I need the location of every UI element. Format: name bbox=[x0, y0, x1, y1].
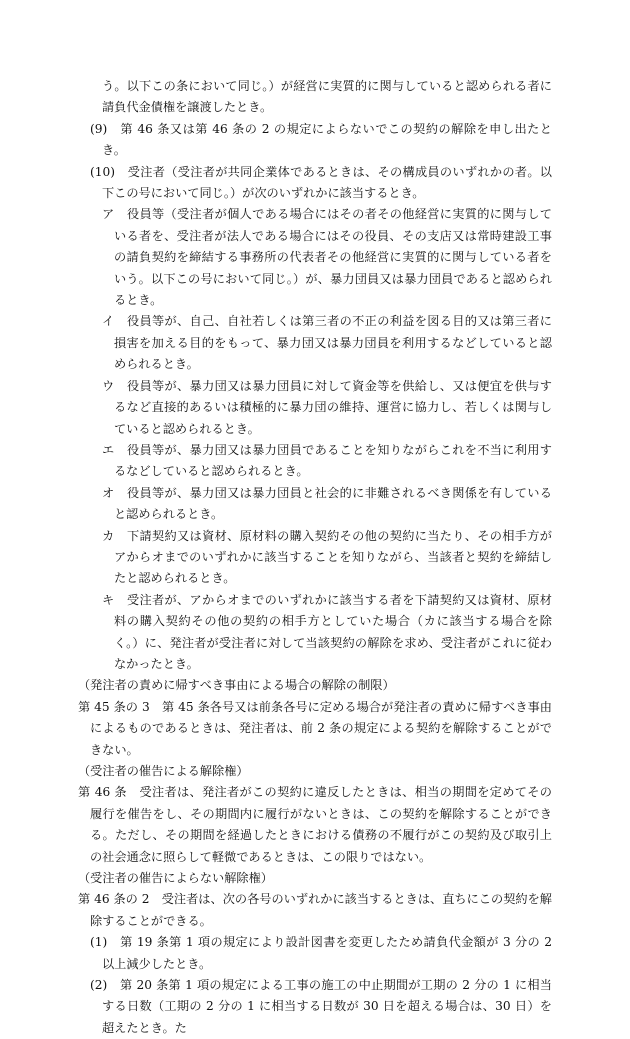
article-heading: （受注者の催告による解除権） bbox=[78, 764, 249, 778]
paragraph-continuation: う。以下この条において同じ。）が経営に実質的に関与していると認められる者に請負代金債権を譲渡したとき。 bbox=[102, 79, 552, 115]
article-45-3: 第 45 条の 3 第 45 条各号又は前条各号に定める場合が発注者の責めに帰すべき事由によるものであるときは、発注者は、前 2 条の規定による契約を解除することができない。 bbox=[78, 699, 552, 757]
article-46-2: 第 46 条の 2 受注者は、次の各号のいずれかに該当するときは、直ちにこの契約を解除することができる。 bbox=[78, 892, 552, 928]
sub-item-ka: カ 下請契約又は資材、原材料の購入契約その他の契約に当たり、その相手方がアからオまでのいずれかに該当することを知りながら、当該者と契約を締結したと認められるとき。 bbox=[102, 528, 552, 586]
article-heading: （受注者の催告によらない解除権） bbox=[78, 871, 273, 886]
sub-item-e: エ 役員等が、暴力団又は暴力団員であることを知りながらこれを不当に利用するなどしていると認められるとき。 bbox=[102, 442, 552, 479]
clause-item-10: (10) 受注者（受注者が共同企業体であるときは、その構成員のいずれかの者。以下この号において同じ。）が次のいずれかに該当するとき。 bbox=[90, 164, 552, 201]
clause-item-2: (2) 第 20 条第 1 項の規定による工事の施工の中止期間が工期の 2 分の 1 に相当する日数（工期の 2 分の 1 に相当する日数が 30 日を超える場合は、30 日）を超えたとき。た bbox=[90, 978, 552, 1035]
article-46: 第 46 条 受注者は、発注者がこの契約に違反したときは、相当の期間を定めてその履行を催告をし、その期間内に履行がないときは、この契約を解除することができる。ただし、その期間を経過したときにおける債務の不履行がこの契約及び取引上の社会通念に照らして軽微であるときは、この限りではない。 bbox=[78, 785, 552, 864]
sub-item-i: イ 役員等が、自己、自社若しくは第三者の不正の利益を図る目的又は第三者に損害を加える目的をもって、暴力団又は暴力団員を利用するなどしていると認められるとき。 bbox=[102, 314, 552, 372]
contract-text bbox=[78, 76, 552, 1039]
article-heading: （発注者の責めに帰すべき事由による場合の解除の制限） bbox=[78, 678, 395, 693]
sub-item-ki: キ 受注者が、アからオまでのいずれかに該当する者を下請契約又は資材、原材料の購入契約その他の契約の相手方としていた場合（カに該当する場合を除く。）に、発注者が受注者に対して当該契約の解除を求め、受注者がこれに従わなかったとき。 bbox=[102, 592, 552, 671]
sub-item-u: ウ 役員等が、暴力団又は暴力団員に対して資金等を供給し、又は便宜を供与するなど直接的あるいは積極的に暴力団の維持、運営に協力し、若しくは関与していると認められるとき。 bbox=[102, 378, 552, 436]
clause-item-9: (9) 第 46 条又は第 46 条の 2 の規定によらないでこの契約の解除を申し出たとき。 bbox=[90, 121, 552, 158]
clause-item-1: (1) 第 19 条第 1 項の規定により設計図書を変更したため請負代金額が 3 分の 2 以上減少したとき。 bbox=[90, 935, 552, 971]
sub-item-o: オ 役員等が、暴力団又は暴力団員と社会的に非難されるべき関係を有していると認められるとき。 bbox=[102, 485, 552, 522]
sub-item-a: ア 役員等（受注者が個人である場合にはその者その他経営に実質的に関与している者を、受注者が法人である場合にはその役員、その支店又は常時建設工事の請負契約を締結する事務所の代表者その他経営に実質的に関与している者をいう。以下この号において同じ。）が、暴力団員又は暴力団員であると認められるとき。 bbox=[102, 207, 552, 308]
